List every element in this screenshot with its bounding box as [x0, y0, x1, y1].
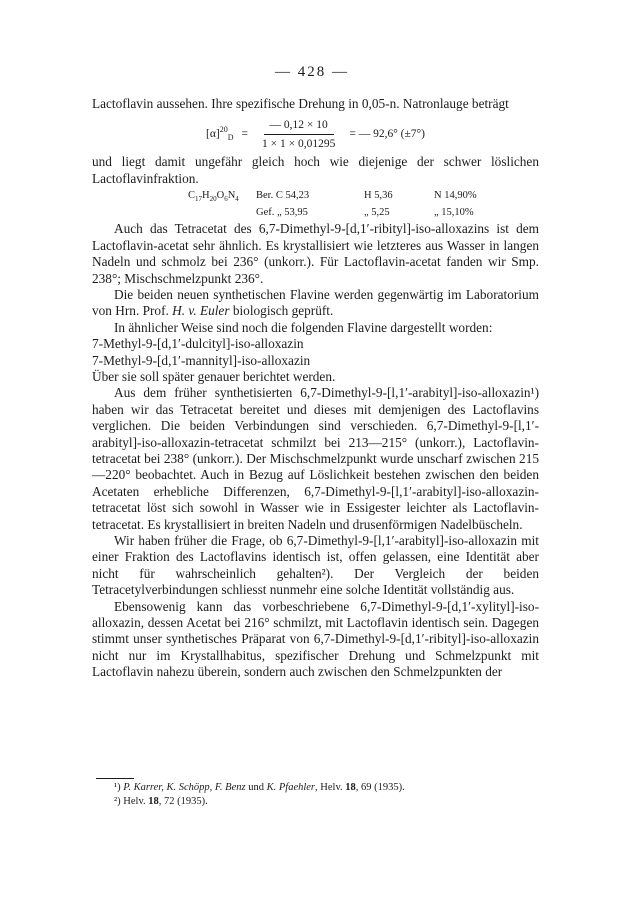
paragraph-3: Auch das Tetracetat des 6,7-Dimethyl-9-[d,1′-ribityl]-iso-alloxazins ist dem Lactoflavin-acetat sehr ähnlich. Es krystallisiert wie letzteres aus Wasser in langen Nadeln und schmolz bei 236° (unkorr.). Für Lactoflavin-acetat fanden wir Smp. 238°; Mischschmelzpunkt 236°.	[92, 221, 539, 286]
footnote-1: ¹) P. Karrer, K. Schöpp, F. Benz und K. Pfaehler, Helv. 18, 69 (1935).	[114, 782, 405, 793]
page-number: — 428 —	[275, 64, 349, 80]
found-nitrogen: „ 15,10%	[434, 207, 474, 219]
footnote-2: ²) Helv. 18, 72 (1935).	[114, 796, 208, 807]
paragraph-5: In ähnlicher Weise sind noch die folgenden Flavine dargestellt worden:	[114, 319, 493, 335]
person-name: H. v. Euler	[172, 303, 230, 319]
calc-hydrogen: H 5,36	[364, 190, 393, 202]
footnotes	[92, 778, 539, 809]
elemental-analysis	[188, 189, 539, 219]
paragraph-1: Lactoflavin aussehen. Ihre spezifische Drehung in 0,05-n. Natronlauge beträgt	[92, 96, 509, 111]
paragraph-6: Über sie soll später genauer berichtet werden.	[92, 368, 336, 384]
formula-result: = — 92,6° (±7°)	[349, 128, 425, 141]
formula-numerator: — 0,12 × 10	[264, 117, 334, 135]
footnote-rule	[96, 778, 134, 779]
formula-fraction	[256, 117, 341, 153]
body-text	[92, 96, 539, 681]
paragraph-8: Wir haben früher die Frage, ob 6,7-Dimethyl-9-[l,1′-arabityl]-iso-alloxazin mit einer Fraktion des Lactoflavins identisch ist, offen gelassen, eine Identität aber nicht für wahrscheinlich gehalten²). Der Vergleich der beiden Tetracetylverbindungen schliesst nunmehr eine solche Identität vollständig aus.	[92, 533, 539, 598]
calc-nitrogen: N 14,90%	[434, 190, 477, 202]
compound-1: 7-Methyl-9-[d,1′-dulcityl]-iso-alloxazin	[92, 336, 304, 352]
found-carbon: Gef. „ 53,95	[256, 207, 308, 219]
found-hydrogen: „ 5,25	[364, 207, 390, 219]
analysis-row-calculated	[188, 189, 539, 206]
formula-equals: =	[241, 128, 248, 141]
analysis-row-found	[188, 206, 539, 219]
formula-denominator: 1 × 1 × 0,01295	[261, 137, 336, 150]
paragraph-7: Aus dem früher synthetisierten 6,7-Dimethyl-9-[l,1′-arabityl]-iso-alloxazin¹) haben wir das Tetracetat bereitet und dieses mit demjenigen des Lactoflavins verglichen. Die beiden Verbindungen sind verschieden. 6,7-Dimethyl-9-[l,1′-arabityl]-iso-alloxazin-tetracetat schmilzt bei 213—215° (unkorr.), Lactoflavin-tetracetat bei 238° (unkorr.). Der Mischschmelzpunkt wurde unscharf zwischen 215—220° beobachtet. Auch in Bezug auf Löslichkeit bestehen zwischen den beiden Acetaten erhebliche Differenzen, 6,7-Dimethyl-9-[l,1′-arabityl]-iso-alloxazin-tetracetat löst sich sowohl in Wasser wie in Essigester leichter als Lactoflavin-tetracetat. Es krystallisiert in breiten Nadeln und drusenförmigen Nadelbüscheln.	[92, 385, 539, 532]
paragraph-2: und liegt damit ungefähr gleich hoch wie diejenige der schwer löslichen Lactoflavinfraktion.	[92, 154, 539, 186]
formula-lhs: $[\alpha]^{20}_D$	[206, 125, 234, 143]
rotation-formula	[92, 116, 539, 152]
paragraph-4: Die beiden neuen synthetischen Flavine werden gegenwärtig im Laboratorium von Hrn. Prof. H. v. Euler biologisch geprüft.	[92, 286, 539, 319]
paragraph-9: Ebensowenig kann das vorbeschriebene 6,7-Dimethyl-9-[d,1′-xylityl]-iso-alloxazin, dessen Acetat bei 216° schmilzt, mit Lactoflavin identisch sein. Dagegen stimmt unser synthetisches Präparat von 6,7-Dimethyl-9-[d,1′-ribityl]-iso-alloxazin nicht nur im Krystallhabitus, spezifischer Drehung und Schmelzpunkt mit Lactoflavin nahezu überein, sondern auch zwischen den Schmelzpunkten der	[92, 598, 539, 680]
compound-2: 7-Methyl-9-[d,1′-mannityl]-iso-alloxazin	[92, 352, 311, 368]
molecular-formula: $C_{17}H_{20}O_6N_4$	[188, 190, 239, 204]
calc-carbon: Ber. C 54,23	[256, 190, 310, 202]
